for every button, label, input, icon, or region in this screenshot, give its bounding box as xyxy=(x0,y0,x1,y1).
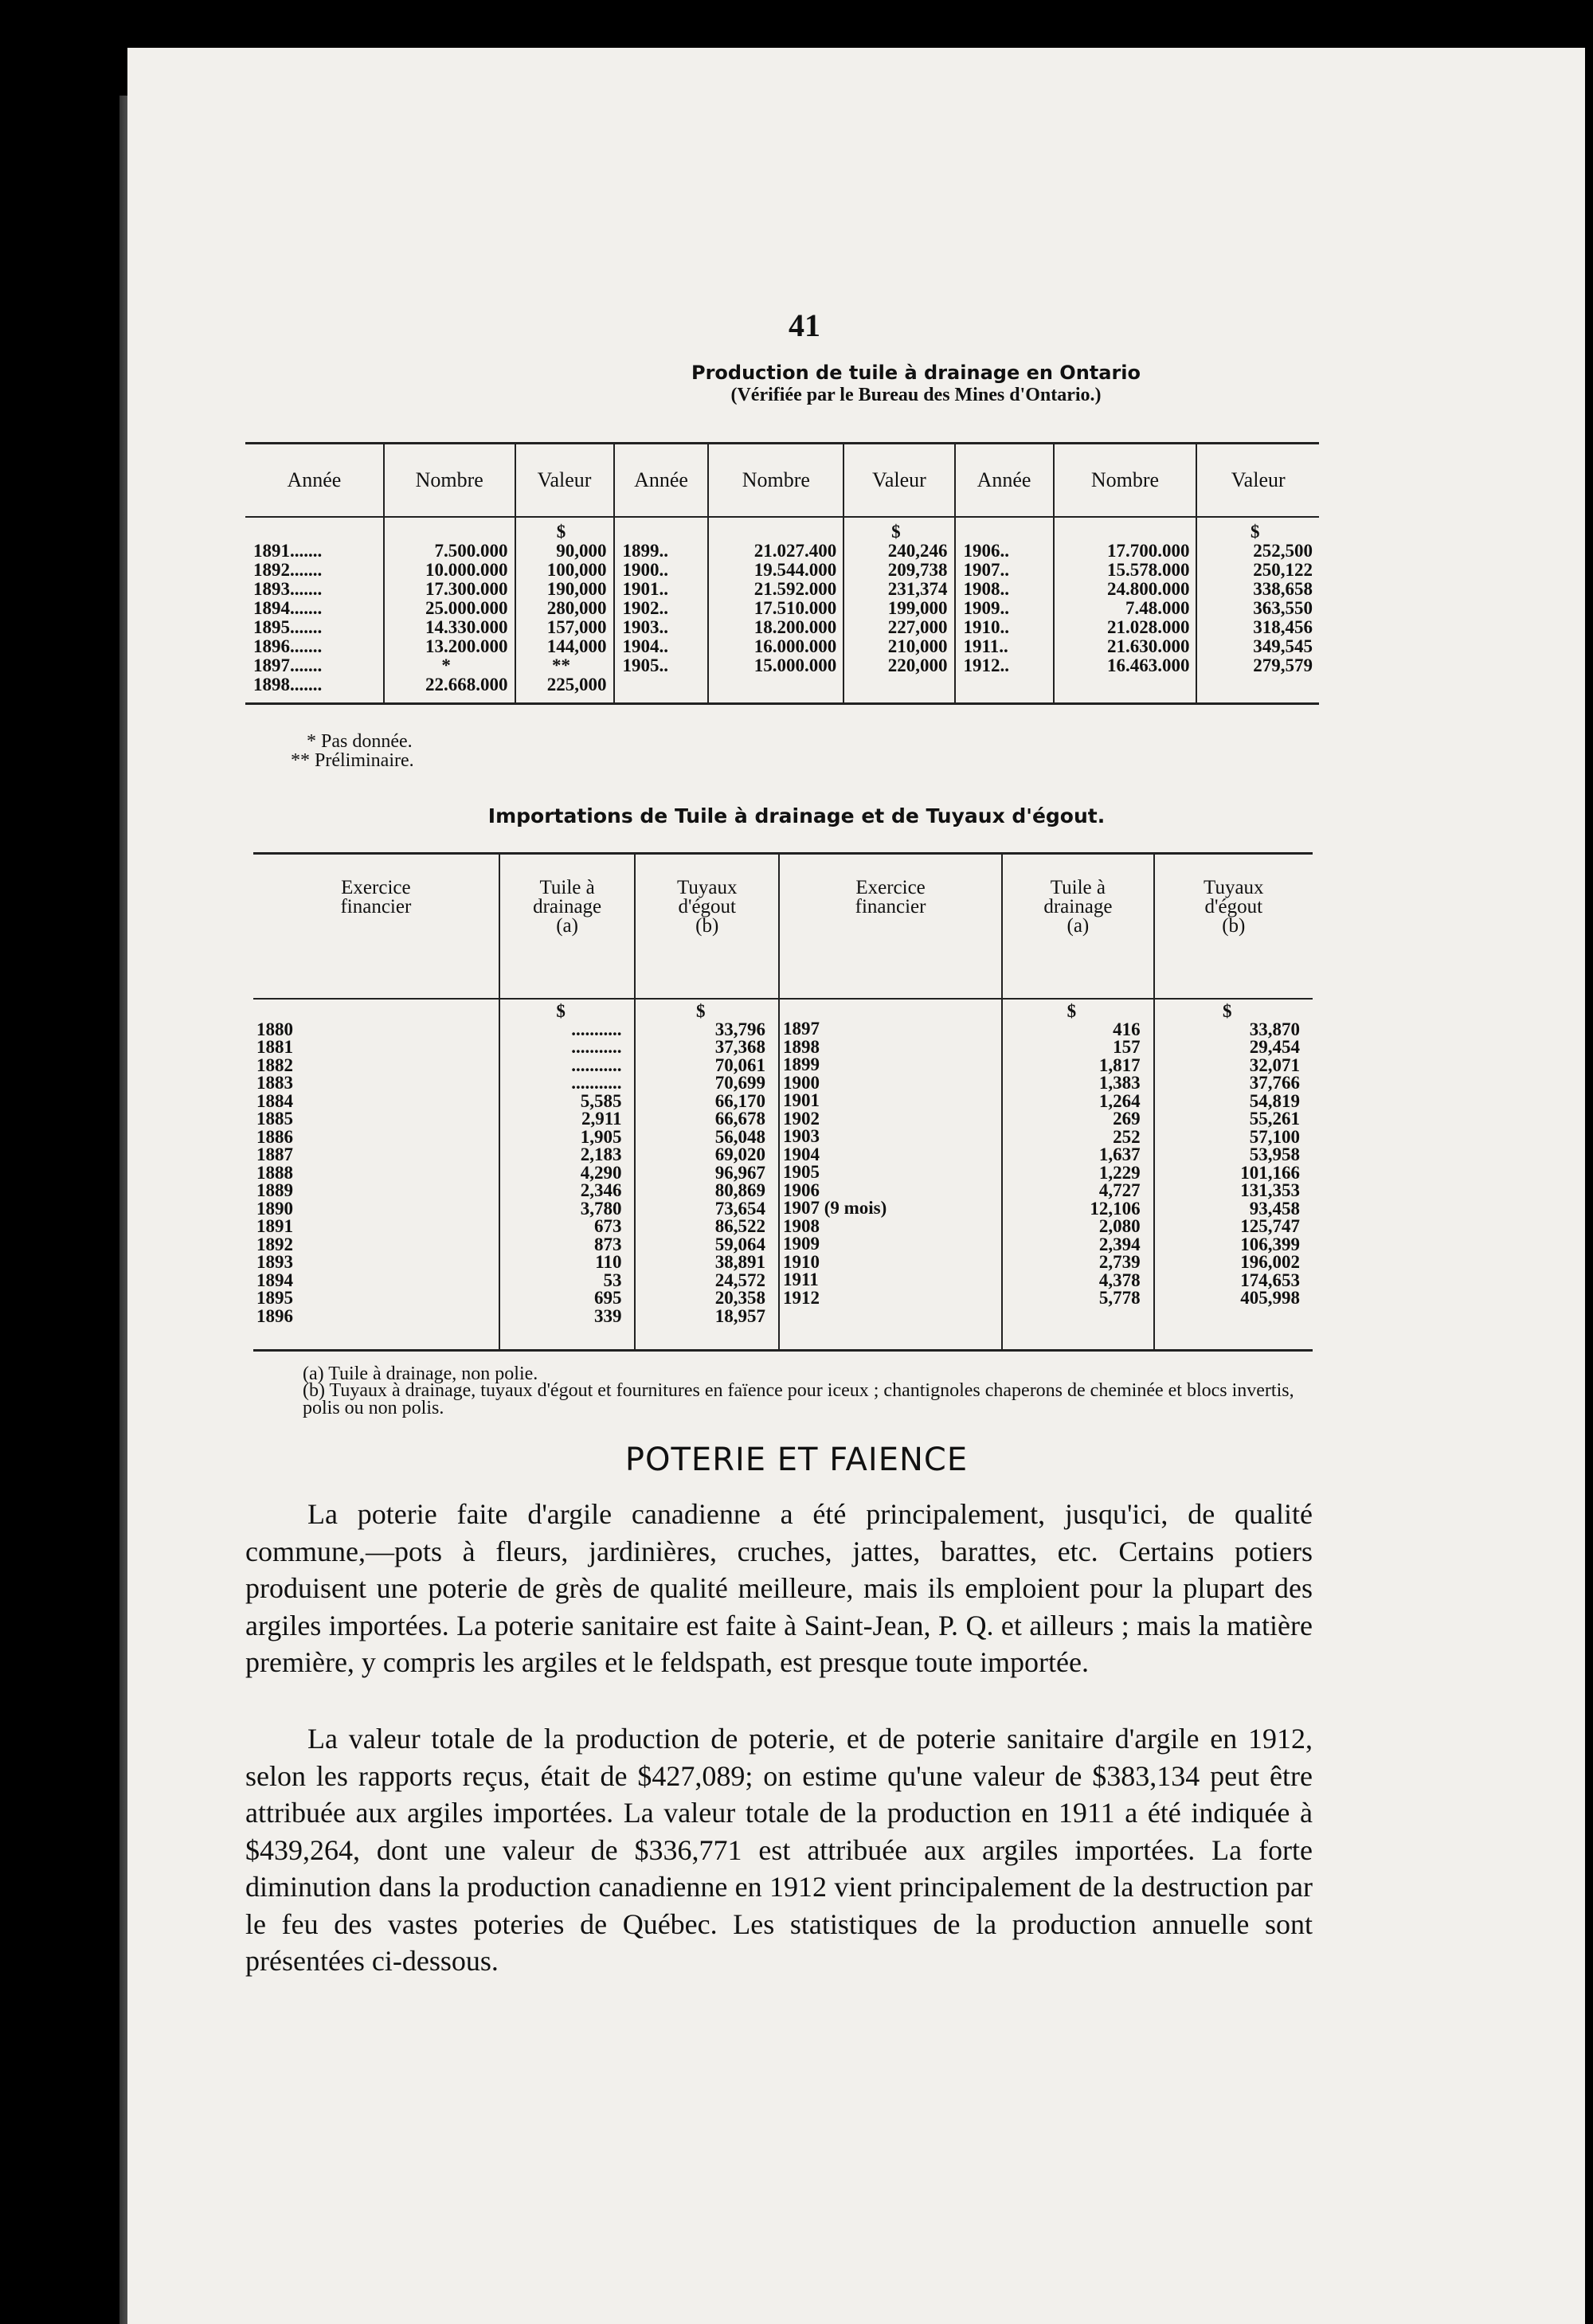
tuile-cell: 4,378 xyxy=(1098,1270,1141,1290)
tuyaux-cell: 73,654 xyxy=(714,1198,765,1219)
header-line: drainage xyxy=(1043,896,1113,917)
tuyaux-cell: 69,020 xyxy=(714,1144,765,1164)
nombre-cell: 16.463.000 xyxy=(1106,655,1190,675)
tuyaux-cell: 24,572 xyxy=(714,1270,765,1290)
header-exercice xyxy=(253,854,499,1000)
valeur-cell: 210,000 xyxy=(887,636,948,656)
year-cell: 1897 xyxy=(782,1019,820,1039)
valeur-cell: 318,456 xyxy=(1253,617,1313,637)
year-cell: 1912.. xyxy=(963,655,1009,675)
header-annee: Année xyxy=(955,444,1054,518)
nombre-column xyxy=(384,517,515,704)
year-cell: 1899 xyxy=(782,1054,820,1074)
year-cell: 1883 xyxy=(256,1073,293,1093)
tuile-cell: 2,080 xyxy=(1098,1216,1141,1236)
tuyaux-cell: 55,261 xyxy=(1249,1109,1300,1129)
year-column xyxy=(614,517,709,704)
year-cell: 1908.. xyxy=(963,579,1009,599)
tuile-cell: 2,911 xyxy=(581,1109,622,1129)
valeur-cell: 231,374 xyxy=(887,579,948,599)
header-annee: Année xyxy=(245,444,384,518)
valeur-cell: 240,246 xyxy=(887,541,948,561)
year-cell: 1885 xyxy=(256,1109,293,1129)
table1-title: Production de tuile à drainage en Ontario xyxy=(691,362,1141,384)
year-cell: 1887 xyxy=(256,1144,293,1164)
header-tuile xyxy=(499,854,636,1000)
header-line: d'égout xyxy=(678,896,736,917)
currency-symbol: $ xyxy=(556,522,566,542)
paragraph: La poterie faite d'argile canadienne a été principalement, jusqu'ici, de qualité commune,—pots à fleurs, jardinières, cruches, jattes, barattes, etc. Certains potiers produisent une poterie de grès de qualité meilleure, mais ils emploient pour la plupart des argiles importées. La poterie sanitaire est faite à Saint-Jean, P. Q. et ailleurs ; mais la matière première, y compris les argiles et le feldspath, est presque toute importée. xyxy=(245,1498,1313,1678)
year-cell: 1898....... xyxy=(253,675,323,694)
valeur-cell: 338,658 xyxy=(1253,579,1313,599)
header-valeur: Valeur xyxy=(1196,444,1319,518)
tuyaux-cell: 131,353 xyxy=(1240,1180,1300,1200)
nombre-cell: 21.028.000 xyxy=(1106,617,1190,637)
valeur-cell: 349,545 xyxy=(1253,636,1313,656)
tuile-cell: 673 xyxy=(593,1216,622,1236)
year-cell: 1909.. xyxy=(963,598,1009,618)
tuyaux-cell: 33,796 xyxy=(714,1019,765,1039)
year-cell: 1892....... xyxy=(253,560,323,580)
valeur-column xyxy=(843,517,954,704)
year-cell: 1892 xyxy=(256,1234,293,1254)
table2-title: Importations de Tuile à drainage et de Tuyaux d'égout. xyxy=(487,804,1106,827)
year-cell: 1888 xyxy=(256,1162,293,1183)
header-valeur: Valeur xyxy=(515,444,614,518)
header-nombre: Nombre xyxy=(384,444,515,518)
tuile-cell: 1,637 xyxy=(1098,1144,1141,1164)
table1-subtitle: (Vérifiée par le Bureau des Mines d'Ontario.) xyxy=(730,385,1102,405)
tuyaux-cell: 174,653 xyxy=(1240,1270,1300,1290)
year-cell: 1884 xyxy=(256,1090,293,1111)
header-tuyaux xyxy=(635,854,778,1000)
header-line: drainage xyxy=(533,896,602,917)
year-column xyxy=(955,517,1054,704)
year-cell: 1907 (9 mois) xyxy=(782,1198,887,1218)
tuyaux-cell: 20,358 xyxy=(714,1288,765,1308)
tuyaux-cell: 101,166 xyxy=(1240,1162,1300,1183)
valeur-cell: 363,550 xyxy=(1253,598,1313,618)
header-line: (b) xyxy=(1222,915,1246,937)
tuyaux-cell: 70,699 xyxy=(714,1073,765,1093)
tuyaux-cell: 80,869 xyxy=(714,1180,765,1200)
header-nombre: Nombre xyxy=(708,444,843,518)
year-cell: 1894....... xyxy=(253,598,323,618)
tuyaux-cell: 70,061 xyxy=(714,1054,765,1075)
tuyaux-column xyxy=(1154,999,1313,1351)
valeur-cell: ** xyxy=(552,655,571,675)
tuile-cell: 1,229 xyxy=(1098,1162,1141,1183)
nombre-cell: 16.000.000 xyxy=(753,636,837,656)
valeur-cell: 199,000 xyxy=(887,598,948,618)
tuile-cell: 53 xyxy=(603,1270,622,1290)
year-cell: 1911.. xyxy=(963,636,1008,656)
nombre-cell: 10.000.000 xyxy=(425,560,508,580)
tuyaux-cell: 106,399 xyxy=(1240,1234,1300,1254)
header-tuyaux xyxy=(1154,854,1313,1000)
footnote-b: (b) Tuyaux à drainage, tuyaux d'égout et fournitures en faïence pour iceux ; chantignoles chaperons de cheminée et blocs invertis, polis ou non polis. xyxy=(303,1380,1294,1418)
valeur-cell: 252,500 xyxy=(1253,541,1313,561)
nombre-cell: 17.510.000 xyxy=(753,598,837,618)
tuile-cell: 2,183 xyxy=(580,1144,622,1164)
year-cell: 1910 xyxy=(782,1251,820,1272)
currency-symbol: $ xyxy=(556,1001,566,1021)
tuile-cell: 1,383 xyxy=(1098,1073,1141,1093)
header-exercice xyxy=(779,854,1002,1000)
year-cell: 1880 xyxy=(256,1019,293,1039)
year-cell: 1910.. xyxy=(963,617,1009,637)
currency-symbol: $ xyxy=(695,1001,706,1021)
tuile-cell: 1,264 xyxy=(1098,1090,1141,1111)
header-line: (a) xyxy=(556,915,578,937)
tuile-cell: 2,346 xyxy=(580,1180,622,1200)
valeur-cell: 209,738 xyxy=(887,560,948,580)
tuyaux-column xyxy=(635,999,778,1351)
tuile-cell: 3,780 xyxy=(580,1198,622,1219)
nombre-cell: 18.200.000 xyxy=(753,617,837,637)
tuyaux-cell: 53,958 xyxy=(1249,1144,1300,1164)
tuile-cell: 695 xyxy=(593,1288,622,1308)
year-cell: 1900 xyxy=(782,1072,820,1093)
section-title: POTERIE ET FAIENCE xyxy=(624,1442,969,1478)
tuile-cell: 2,394 xyxy=(1098,1234,1141,1254)
note-preliminary: ** Préliminaire. xyxy=(291,750,414,771)
year-column xyxy=(779,999,1002,1351)
paragraph: La valeur totale de la production de poterie, et de poterie sanitaire d'argile en 1912, selon les rapports reçus, était de $427,089; on estime qu'une valeur de $383,134 peut être attribuée aux argiles importées. La valeur totale de la production en 1911 a été indiquée à $439,264, dont une valeur de $336,771 est attribuée aux argiles importées. La forte diminution dans la production canadienne en 1912 vient principalement de la destruction par le feu des vastes poteries de Québec. Les statistiques de la production annuelle sont présentées ci-dessous. xyxy=(245,1723,1313,1977)
header-line: d'égout xyxy=(1204,896,1263,917)
tuile-column xyxy=(499,999,636,1351)
tuyaux-cell: 38,891 xyxy=(714,1252,765,1272)
header-line: Tuile à xyxy=(539,877,595,898)
tuile-cell: ........... xyxy=(571,1037,622,1057)
header-valeur: Valeur xyxy=(843,444,954,518)
year-cell: 1898 xyxy=(782,1036,820,1057)
nombre-cell: 22.668.000 xyxy=(425,675,508,694)
year-cell: 1902 xyxy=(782,1108,820,1129)
tuyaux-cell: 54,819 xyxy=(1249,1090,1300,1111)
tuyaux-cell: 66,170 xyxy=(714,1090,765,1111)
tuyaux-cell: 405,998 xyxy=(1240,1288,1300,1308)
tuile-cell: 157 xyxy=(1113,1037,1141,1057)
tuile-cell: 339 xyxy=(593,1305,622,1326)
page-number: 41 xyxy=(789,307,820,343)
tuyaux-cell: 86,522 xyxy=(714,1216,765,1236)
year-column xyxy=(253,999,499,1351)
currency-symbol: $ xyxy=(1067,1001,1077,1021)
year-cell: 1896....... xyxy=(253,636,323,656)
year-cell: 1900.. xyxy=(622,560,669,580)
valeur-column xyxy=(1196,517,1319,704)
year-cell: 1903 xyxy=(782,1126,820,1146)
year-cell: 1907.. xyxy=(963,560,1009,580)
valeur-cell: 190,000 xyxy=(546,579,607,599)
year-cell: 1894 xyxy=(256,1270,293,1290)
header-tuile xyxy=(1002,854,1153,1000)
valeur-cell: 280,000 xyxy=(546,598,607,618)
year-cell: 1904.. xyxy=(622,636,669,656)
nombre-cell: 7.48.000 xyxy=(1125,598,1190,618)
tuyaux-cell: 59,064 xyxy=(714,1234,765,1254)
tuyaux-cell: 37,368 xyxy=(714,1037,765,1057)
year-cell: 1890 xyxy=(256,1198,293,1219)
year-cell: 1889 xyxy=(256,1180,293,1200)
currency-symbol: $ xyxy=(1223,1001,1232,1021)
nombre-cell: 21.630.000 xyxy=(1106,636,1190,656)
year-cell: 1891....... xyxy=(253,541,323,561)
currency-symbol: $ xyxy=(1250,522,1260,542)
tuile-column xyxy=(1002,999,1153,1351)
header-line: (a) xyxy=(1067,915,1090,937)
tuile-cell: ........... xyxy=(571,1054,622,1075)
currency-symbol: $ xyxy=(891,522,901,542)
nombre-cell: 24.800.000 xyxy=(1106,579,1190,599)
valeur-cell: 220,000 xyxy=(887,655,948,675)
nombre-cell: 19.544.000 xyxy=(753,560,837,580)
valeur-cell: 100,000 xyxy=(546,560,607,580)
nombre-cell: * xyxy=(441,655,451,675)
year-cell: 1909 xyxy=(782,1234,820,1254)
tuile-cell: 2,739 xyxy=(1098,1252,1141,1272)
imports-table xyxy=(253,852,1313,1352)
tuile-cell: 4,290 xyxy=(580,1162,622,1183)
year-cell: 1899.. xyxy=(622,541,669,561)
header-line: Tuile à xyxy=(1050,877,1106,898)
year-cell: 1906.. xyxy=(963,541,1009,561)
year-cell: 1893....... xyxy=(253,579,323,599)
tuyaux-cell: 56,048 xyxy=(714,1126,765,1147)
year-cell: 1908 xyxy=(782,1215,820,1236)
header-annee: Année xyxy=(614,444,709,518)
year-column xyxy=(245,517,384,704)
valeur-cell: 90,000 xyxy=(556,541,607,561)
year-cell: 1886 xyxy=(256,1126,293,1147)
year-cell: 1895 xyxy=(256,1288,293,1308)
year-cell: 1891 xyxy=(256,1216,293,1236)
valeur-cell: 157,000 xyxy=(546,617,607,637)
year-cell: 1897....... xyxy=(253,655,323,675)
valeur-cell: 227,000 xyxy=(887,617,948,637)
tuile-cell: 12,106 xyxy=(1090,1198,1141,1219)
tuyaux-cell: 32,071 xyxy=(1249,1054,1300,1075)
year-cell: 1912 xyxy=(782,1287,820,1308)
header-line: (b) xyxy=(695,915,719,937)
nombre-cell: 21.592.000 xyxy=(753,579,837,599)
tuyaux-cell: 57,100 xyxy=(1249,1126,1300,1147)
header-line: Tuyaux xyxy=(676,877,738,898)
valeur-cell: 250,122 xyxy=(1253,560,1313,580)
nombre-cell: 17.700.000 xyxy=(1106,541,1190,561)
tuyaux-cell: 37,766 xyxy=(1249,1073,1300,1093)
nombre-cell: 21.027.400 xyxy=(753,541,837,561)
nombre-cell: 7.500.000 xyxy=(434,541,508,561)
year-cell: 1904 xyxy=(782,1144,820,1164)
header-exercice-text: Exercice financier xyxy=(855,877,926,917)
tuyaux-cell: 66,678 xyxy=(714,1109,765,1129)
year-cell: 1896 xyxy=(256,1305,293,1326)
tuile-cell: 5,778 xyxy=(1098,1288,1141,1308)
nombre-cell: 15.000.000 xyxy=(753,655,837,675)
tuile-cell: ........... xyxy=(571,1073,622,1093)
year-cell: 1902.. xyxy=(622,598,669,618)
valeur-cell: 279,579 xyxy=(1253,655,1313,675)
tuile-cell: 269 xyxy=(1113,1109,1141,1129)
tuile-cell: 1,817 xyxy=(1098,1054,1141,1075)
tuyaux-cell: 29,454 xyxy=(1249,1037,1300,1057)
year-cell: 1906 xyxy=(782,1180,820,1200)
year-cell: 1905.. xyxy=(622,655,669,675)
year-cell: 1882 xyxy=(256,1054,293,1075)
header-exercice-text: Exercice financier xyxy=(340,877,412,917)
tuyaux-cell: 96,967 xyxy=(714,1162,765,1183)
header-line: Tuyaux xyxy=(1204,877,1264,898)
tuile-cell: ........... xyxy=(571,1019,622,1039)
nombre-cell: 15.578.000 xyxy=(1106,560,1190,580)
tuile-cell: 110 xyxy=(595,1252,622,1272)
header-nombre: Nombre xyxy=(1054,444,1197,518)
year-cell: 1895....... xyxy=(253,617,323,637)
nombre-cell: 25.000.000 xyxy=(425,598,508,618)
year-cell: 1901.. xyxy=(622,579,669,599)
tuyaux-cell: 18,957 xyxy=(714,1305,765,1326)
year-cell: 1905 xyxy=(782,1162,820,1182)
valeur-cell: 144,000 xyxy=(546,636,607,656)
year-cell: 1903.. xyxy=(622,617,669,637)
tuile-cell: 1,905 xyxy=(580,1126,622,1147)
tuyaux-cell: 196,002 xyxy=(1240,1252,1300,1272)
nombre-column xyxy=(708,517,843,704)
footnote-a: (a) Tuile à drainage, non polie. xyxy=(303,1363,538,1384)
year-cell: 1901 xyxy=(782,1090,820,1110)
tuile-cell: 252 xyxy=(1113,1126,1141,1147)
nombre-cell: 13.200.000 xyxy=(425,636,508,656)
tuile-cell: 5,585 xyxy=(580,1090,622,1111)
nombre-column xyxy=(1054,517,1197,704)
tuyaux-cell: 125,747 xyxy=(1240,1216,1300,1236)
production-table xyxy=(245,442,1319,705)
tuile-cell: 873 xyxy=(593,1234,622,1254)
nombre-cell: 14.330.000 xyxy=(425,617,508,637)
valeur-column xyxy=(515,517,614,704)
note-not-given: * Pas donnée. xyxy=(307,731,413,752)
year-cell: 1911 xyxy=(782,1270,819,1289)
tuile-cell: 416 xyxy=(1113,1019,1141,1039)
year-cell: 1893 xyxy=(256,1252,293,1272)
tuile-cell: 4,727 xyxy=(1098,1180,1141,1200)
nombre-cell: 17.300.000 xyxy=(425,579,508,599)
year-cell: 1881 xyxy=(256,1037,293,1057)
valeur-cell: 225,000 xyxy=(546,675,607,694)
tuyaux-cell: 93,458 xyxy=(1249,1198,1300,1219)
tuyaux-cell: 33,870 xyxy=(1249,1019,1300,1039)
